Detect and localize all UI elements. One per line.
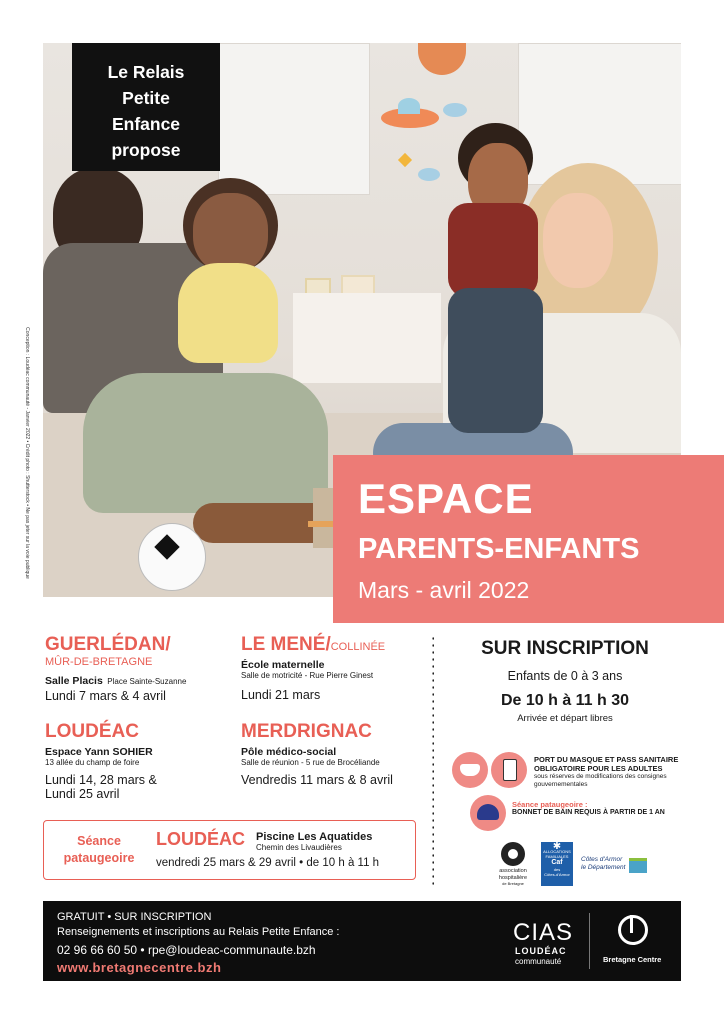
side-credit	[22, 300, 30, 620]
city-sub: MÛR-DE-BRETAGNE	[45, 656, 153, 668]
footer-line: GRATUIT • SUR INSCRIPTION	[57, 911, 212, 923]
cias-logo-sub: LOUDÉAC	[515, 946, 567, 956]
cias-logo: CIAS	[513, 919, 574, 946]
info-hours: De 10 h à 11 h 30	[500, 692, 630, 709]
info-panel	[440, 638, 690, 724]
city-name: LOUDÉAC	[45, 721, 139, 742]
info-ages: Enfants de 0 à 3 ans	[507, 669, 623, 683]
logo-text: le Département	[581, 864, 626, 871]
bretagne-centre-icon	[618, 915, 648, 945]
swim-cap-icon	[470, 795, 506, 831]
venue-name: Pôle médico-social	[241, 746, 337, 758]
dates: Lundi 21 mars	[241, 688, 321, 702]
mask-note: sous réserves de modifications des consignes gouvernementales	[534, 773, 667, 788]
dotted-divider	[432, 635, 434, 885]
logo-text: des	[553, 867, 561, 872]
venue-name: Salle Placis	[45, 675, 103, 687]
footer-line: Renseignements et inscriptions au Relais Petite Enfance :	[57, 926, 340, 938]
info-title: SUR INSCRIPTION	[481, 638, 649, 659]
seance-label: Séance	[77, 834, 121, 848]
venue-address: Salle de motricité - Rue Pierre Ginest	[241, 671, 374, 680]
bretagne-centre-label: Bretagne Centre	[603, 955, 662, 964]
page-subtitle: PARENTS-ENFANTS	[358, 533, 640, 565]
logo-text: Côtes-d'Armor	[544, 872, 570, 877]
info-arrival: Arrivée et départ libres	[517, 713, 613, 724]
mask-title: PORT DU MASQUE ET PASS SANITAIRE OBLIGATOIRE POUR LES ADULTES	[534, 755, 679, 773]
cotes-armor-logo	[581, 856, 651, 872]
dates: vendredi 25 mars & 29 avril • de 10 h à 11 h	[156, 857, 380, 869]
logo-text: Caf	[551, 859, 563, 866]
footer-contact: 02 96 66 60 50 • rpe@loudeac-communaute.bzh	[57, 943, 316, 957]
website-link[interactable]: www.bretagnecentre.bzh	[57, 960, 222, 975]
pass-sanitaire-icon	[491, 752, 527, 788]
dates: Lundi 25 avril	[45, 787, 120, 801]
footer	[43, 901, 681, 981]
mask-icon	[452, 752, 488, 788]
city-name: MERDRIGNAC	[241, 721, 372, 742]
period: Mars - avril 2022	[358, 577, 530, 603]
city-name: LE MENÉ/	[241, 634, 331, 655]
logo-text: association	[499, 868, 527, 874]
pool-title: Séance pataugeoire :	[512, 800, 588, 809]
venue-address: Place Sainte-Suzanne	[107, 677, 187, 686]
venue-name: Espace Yann SOHIER	[45, 746, 153, 758]
city-name: GUERLÉDAN/	[45, 634, 171, 655]
page-title: ESPACE	[358, 475, 534, 522]
logo-text: FAMILIALES	[545, 854, 569, 859]
dates: Vendredis 11 mars & 8 avril	[241, 773, 393, 787]
location-merdrignac	[241, 721, 431, 787]
logo-text: hospitalière	[498, 874, 528, 881]
location-guerledan	[45, 634, 235, 703]
cias-logo-sub: communauté	[515, 957, 562, 966]
caf-star-icon: ✱	[552, 841, 562, 852]
badge-line: propose	[111, 140, 181, 160]
badge-line: Le Relais	[107, 62, 185, 82]
pool-note: BONNET DE BAIN REQUIS À PARTIR DE 1 AN	[512, 809, 665, 816]
seance-label: pataugeoire	[63, 851, 135, 865]
dates: Lundi 14, 28 mars &	[45, 773, 157, 787]
relais-badge	[72, 43, 220, 171]
city-name: LOUDÉAC	[156, 829, 245, 849]
location-loudeac	[45, 721, 235, 801]
logo-text: ALLOCATIONS	[543, 849, 571, 854]
side-credit-text: Conception : Loudéac communauté - Janvier 2022 • Crédit photo : Shutterstock • Ne pas jeter sur la voie publique	[24, 327, 30, 579]
badge-line: Petite	[122, 88, 170, 108]
logo-text: de Bretagne	[502, 881, 524, 886]
venue-address: Chemin des Livaudières	[256, 843, 342, 852]
venue-address: Salle de réunion - 5 rue de Brocéliande	[241, 758, 380, 767]
seance-box	[43, 820, 416, 880]
badge-line: Enfance	[111, 114, 181, 134]
title-banner	[333, 455, 724, 623]
mask-info	[534, 755, 684, 789]
venue-address: 13 allée du champ de foire	[45, 758, 140, 767]
caf-logo	[541, 842, 573, 886]
dates: Lundi 7 mars & 4 avril	[45, 689, 166, 703]
pool-info	[512, 800, 692, 816]
location-lemene	[241, 634, 431, 702]
association-logo	[488, 842, 538, 888]
logo-text: Côtes d'Armor	[581, 856, 623, 863]
venue-name: École maternelle	[241, 659, 325, 671]
city-sub: COLLINÉE	[330, 641, 386, 653]
venue-name: Piscine Les Aquatides	[256, 831, 373, 843]
